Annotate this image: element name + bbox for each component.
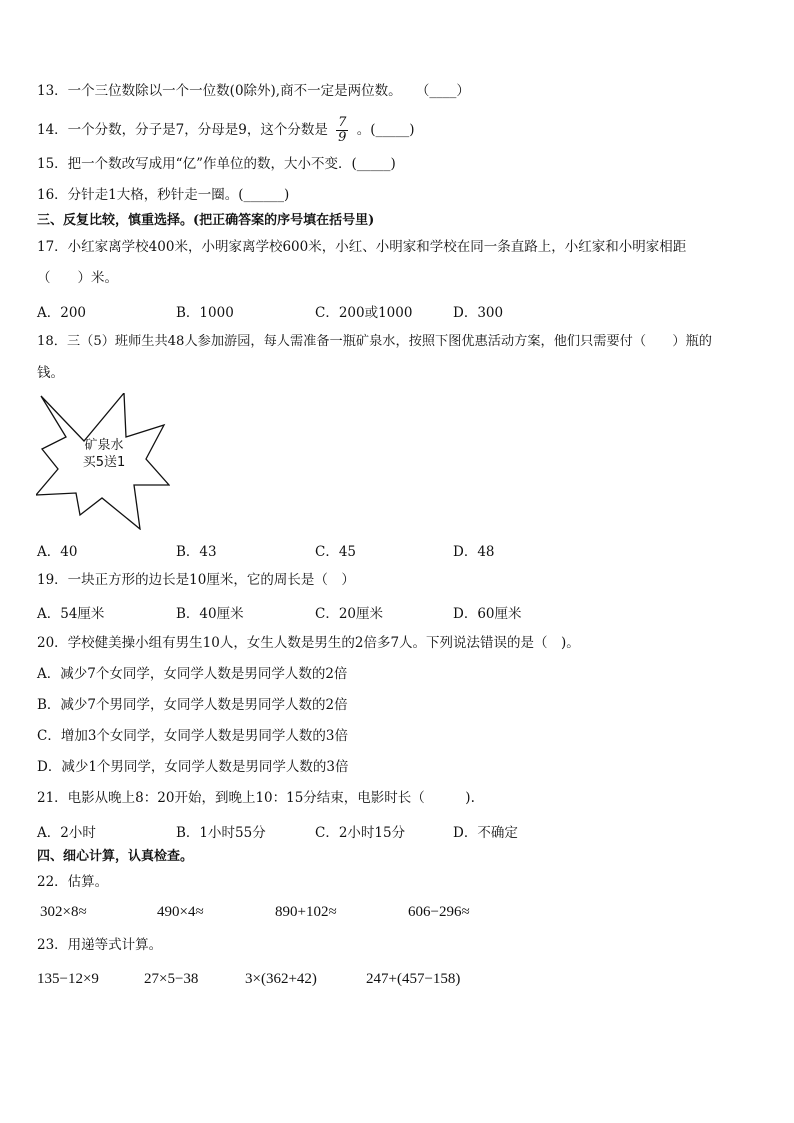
question-16 [37, 186, 289, 204]
option-c[interactable]: C．2小时15分 [315, 825, 406, 841]
fraction-numerator: 7 [338, 115, 347, 130]
estimate-item: 606−296≈ [408, 904, 470, 920]
question-15-text: 15．把一个数改写成用“亿”作单位的数，大小不变．(_____) [37, 156, 396, 172]
calc-item: 247+(457−158) [366, 971, 461, 987]
question-22-title: 22．估算。 [37, 874, 109, 890]
calc-item: 27×5−38 [144, 971, 199, 987]
option-d[interactable]: D．300 [453, 305, 504, 321]
option-d[interactable]: D．60厘米 [453, 606, 522, 622]
option-c[interactable]: C．20厘米 [315, 606, 384, 622]
question-13 [37, 82, 470, 100]
option-b[interactable]: B．减少7个男同学，女同学人数是男同学人数的2倍 [37, 697, 348, 713]
fraction-denominator: 9 [338, 130, 347, 145]
question-13-text: 13．一个三位数除以一个一位数(0除外),商不一定是两位数。 [37, 83, 402, 99]
calc-item: 3×(362+42) [245, 971, 317, 987]
option-b[interactable]: B．1小时55分 [176, 825, 266, 841]
option-b[interactable]: B．1000 [176, 305, 234, 321]
question-17-line1: 17．小红家离学校400米，小明家离学校600米，小红、小明家和学校在同一条直路上，小红家和小明家相距 [37, 239, 687, 255]
answer-blank[interactable]: （____） [415, 83, 470, 99]
option-a[interactable]: A．200 [37, 305, 87, 321]
section-4-heading: 四、细心计算，认真检查。 [37, 849, 194, 864]
question-14 [37, 116, 415, 145]
estimate-item: 490×4≈ [157, 904, 204, 920]
question-15 [37, 155, 396, 173]
answer-blank[interactable]: 。(_____) [356, 122, 415, 138]
option-a[interactable]: A．40 [37, 544, 78, 560]
option-d[interactable]: D．不确定 [453, 825, 518, 841]
question-20: 20．学校健美操小组有男生10人，女生人数是男生的2倍多7人。下列说法错误的是（ )。 [37, 635, 580, 651]
fraction [336, 116, 348, 145]
option-a[interactable]: A．54厘米 [37, 606, 105, 622]
question-16-text: 16．分针走1大格，秒针走一圈。(______) [37, 187, 290, 203]
question-19: 19．一块正方形的边长是10厘米，它的周长是（ ） [37, 572, 355, 588]
question-23-title: 23．用递等式计算。 [37, 937, 163, 953]
option-a[interactable]: A．2小时 [37, 825, 96, 841]
calc-item: 135−12×9 [37, 971, 99, 987]
option-b[interactable]: B．43 [176, 544, 217, 560]
option-c[interactable]: C．增加3个女同学，女同学人数是男同学人数的3倍 [37, 728, 349, 744]
question-21: 21．电影从晚上8：20开始，到晚上10：15分结束，电影时长（ ). [37, 790, 475, 806]
option-c[interactable]: C．45 [315, 544, 357, 560]
promo-line-1: 矿泉水 [84, 438, 124, 453]
promo-label [72, 437, 136, 471]
promo-line-2: 买5送1 [82, 455, 126, 470]
question-18-line1: 18．三（5）班师生共48人参加游园，每人需准备一瓶矿泉水，按照下图优惠活动方案，他们只需要付（ ）瓶的 [37, 334, 712, 349]
question-17-line2: （ ）米。 [37, 270, 118, 286]
estimate-item: 890+102≈ [275, 904, 337, 920]
option-d[interactable]: D．减少1个男同学，女同学人数是男同学人数的3倍 [37, 759, 349, 775]
question-14-text: 14．一个分数，分子是7，分母是9，这个分数是 [37, 122, 328, 138]
option-c[interactable]: C．200或1000 [315, 305, 413, 321]
estimate-item: 302×8≈ [40, 904, 87, 920]
section-3-heading: 三、反复比较，慎重选择。(把正确答案的序号填在括号里) [37, 213, 375, 228]
option-a[interactable]: A．减少7个女同学，女同学人数是男同学人数的2倍 [37, 666, 348, 682]
question-18-line2: 钱。 [37, 365, 64, 381]
option-b[interactable]: B．40厘米 [176, 606, 244, 622]
option-d[interactable]: D．48 [453, 544, 495, 560]
